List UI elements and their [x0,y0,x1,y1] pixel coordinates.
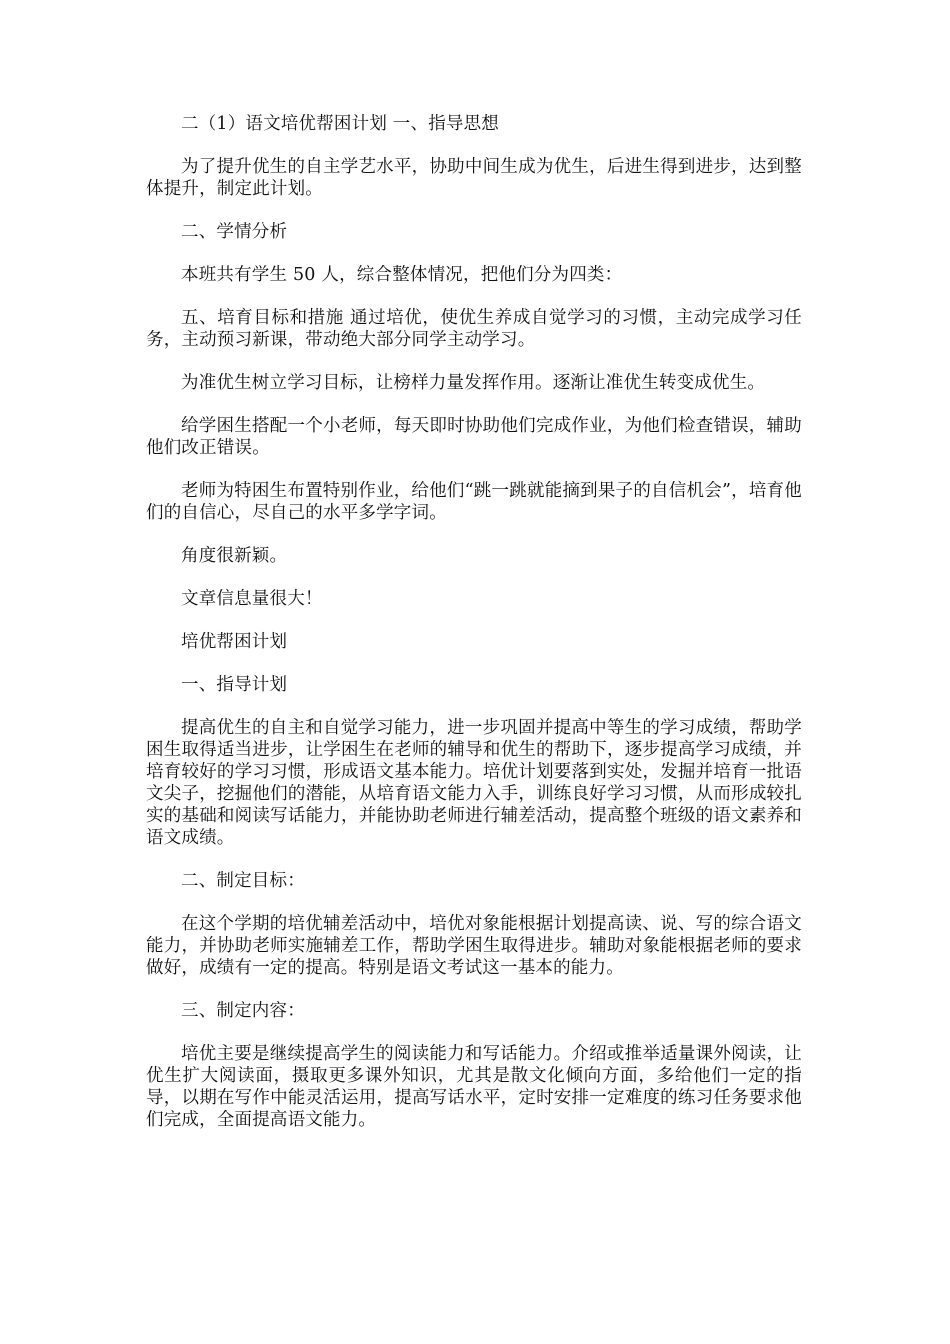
document-body [146,113,802,1152]
paragraph-set-goals: 在这个学期的培优辅差活动中，培优对象能根据计划提高读、说、写的综合语文能力，并协助老师实施辅差工作，帮助学困生取得进步。辅助对象能根据老师的要求做好，成绩有一定的提高。特别是语文考试这一基本的能力。 [146,914,802,978]
paragraph-guidance-plan: 提高优生的自主和自觉学习能力，进一步巩固并提高中等生的学习成绩，帮助学困生取得适当进步，让学困生在老师的辅导和优生的帮助下，逐步提高学习成绩，并培育较好的学习习惯，形成语文基本能力。培优计划要落到实处，发掘并培育一批语文尖子，挖掘他们的潜能，从培育语文能力入手，训练良好学习习惯，从而形成较扎实的基础和阅读写话能力，并能协助老师进行辅差活动，提高整个班级的语文素养和语文成绩。 [146,718,802,848]
paragraph-class-size: 本班共有学生 50 人，综合整体情况，把他们分为四类： [181,265,623,285]
comment-informative: 文章信息量很大！ [181,589,323,609]
heading-guidance-plan: 一、指导计划 [181,675,288,695]
heading-set-content: 三、制定内容： [181,1001,305,1021]
paragraph-special-homework: 老师为特困生布置特别作业，给他们“跳一跳就能摘到果子的自信机会”，培育他们的自信心，尽自己的水平多学字词。 [146,481,802,523]
heading-situation-analysis: 二、学情分析 [181,222,288,242]
comment-novel-angle: 角度很新颖。 [181,546,288,566]
paragraph-set-content: 培优主要是继续提高学生的阅读能力和写话能力。介绍或推举适量课外阅读，让优生扩大阅读面，摄取更多课外知识，尤其是散文化倾向方面，多给他们一定的指导，以期在写作中能灵活运用，提高写话水平，定时安排一定难度的练习任务要求他们完成，全面提高语文能力。 [146,1044,802,1130]
paragraph-struggling-students: 给学困生搭配一个小老师，每天即时协助他们完成作业，为他们检查错误，辅助他们改正错误。 [146,416,802,458]
heading-set-goals: 二、制定目标： [181,871,305,891]
paragraph-goals-measures: 五、培育目标和措施 通过培优，使优生养成自觉学习的习惯，主动完成学习任务，主动预习新课，带动绝大部分同学主动学习。 [146,308,802,350]
heading-plan-title: 培优帮困计划 [181,632,288,652]
paragraph-near-excellent: 为准优生树立学习目标，让榜样力量发挥作用。逐渐让准优生转变成优生。 [181,373,766,393]
paragraph-guiding-thought: 为了提升优生的自主学艺水平，协助中间生成为优生，后进生得到进步，达到整体提升，制定此计划。 [146,157,802,199]
title-line: 二（1）语文培优帮困计划 一、指导思想 [181,114,499,134]
